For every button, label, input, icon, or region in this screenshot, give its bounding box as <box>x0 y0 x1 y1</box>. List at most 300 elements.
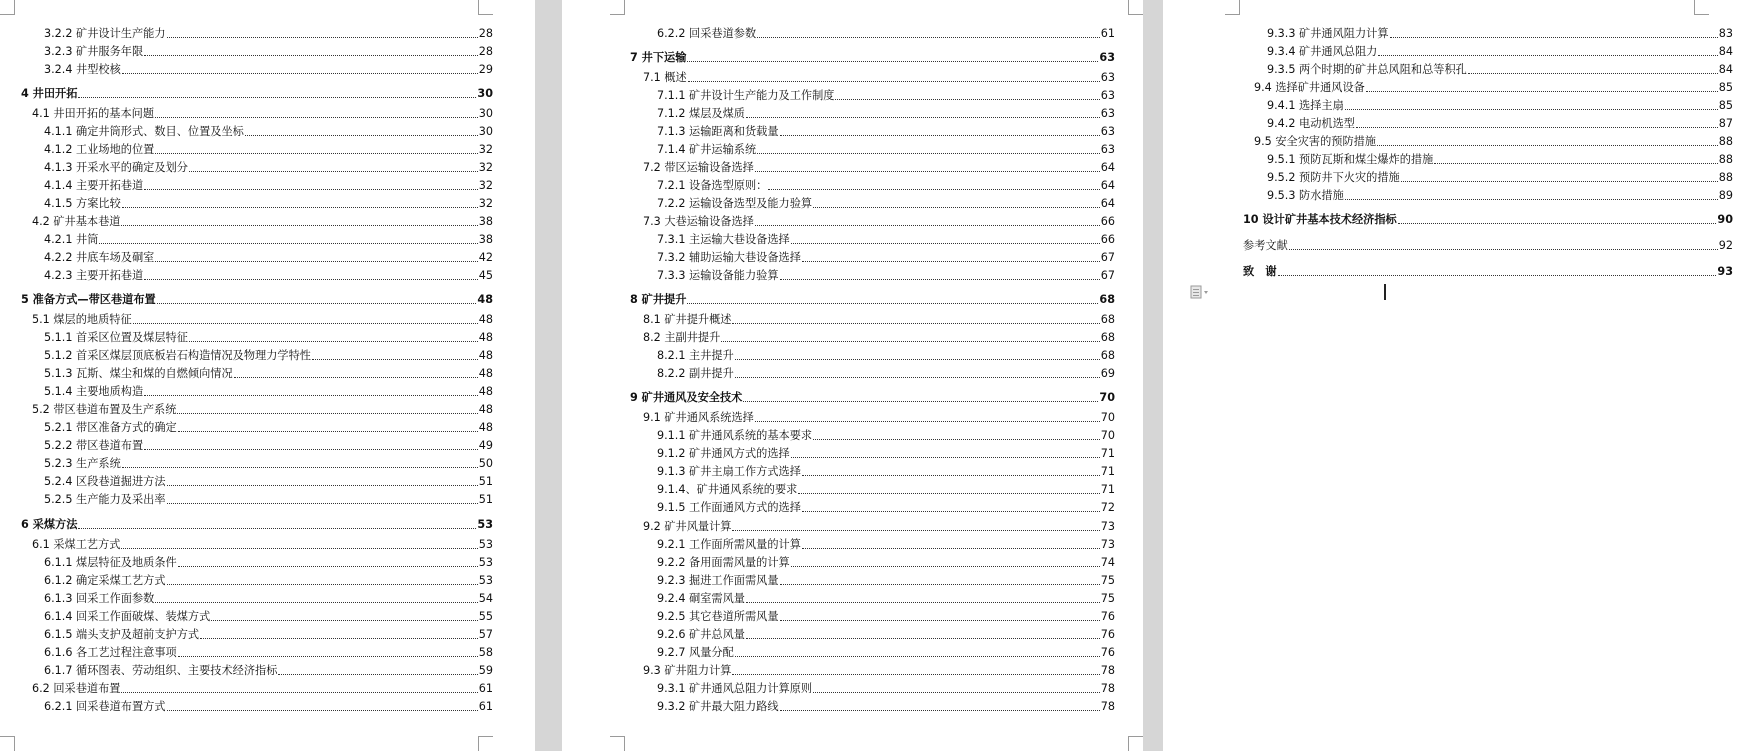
toc-entry[interactable] <box>44 348 493 364</box>
toc-page-number: 53 <box>478 574 493 587</box>
toc-entry[interactable] <box>44 573 493 589</box>
toc-dot-leader <box>1278 275 1717 276</box>
toc-entry-title: 6.2 回采巷道布置 <box>32 682 121 695</box>
toc-entry-title: 7 井下运输 <box>630 51 687 64</box>
toc-entry[interactable] <box>44 591 493 607</box>
toc-entry-title: 4 井田开拓 <box>21 87 78 100</box>
toc-page-number: 67 <box>1100 251 1115 264</box>
toc-page-number: 57 <box>478 628 493 641</box>
toc-page-number: 68 <box>1100 349 1115 362</box>
toc-page-number: 78 <box>1100 682 1115 695</box>
toc-page-number: 66 <box>1100 233 1115 246</box>
toc-dot-leader <box>780 710 1100 711</box>
toc-page-number: 75 <box>1100 574 1115 587</box>
toc-page-number: 59 <box>478 664 493 677</box>
toc-dot-leader <box>144 55 478 56</box>
toc-page-number: 85 <box>1718 99 1733 112</box>
toc-page-number: 76 <box>1100 646 1115 659</box>
toc-dot-leader <box>167 37 478 38</box>
toc-entry[interactable] <box>44 160 493 176</box>
toc-page-number: 66 <box>1100 215 1115 228</box>
toc-page-number: 63 <box>1100 71 1115 84</box>
toc-dot-leader <box>1377 145 1718 146</box>
toc-entry[interactable] <box>1267 62 1733 78</box>
toc-page-number: 63 <box>1100 143 1115 156</box>
toc-dot-leader <box>755 225 1100 226</box>
toc-entry[interactable] <box>657 250 1115 266</box>
toc-entry-title: 9.2.7 风量分配 <box>657 646 734 659</box>
toc-entry[interactable] <box>1267 152 1733 168</box>
toc-dot-leader <box>144 189 478 190</box>
toc-page-number: 68 <box>1100 331 1115 344</box>
page-corner-mark <box>0 736 15 751</box>
toc-page-number: 48 <box>478 421 493 434</box>
toc-entry[interactable] <box>1267 98 1733 114</box>
toc-dot-leader <box>802 475 1100 476</box>
toc-entry-title: 8.1 矿井提升概述 <box>643 313 732 326</box>
toc-entry[interactable] <box>44 44 493 60</box>
toc-entry[interactable] <box>44 645 493 661</box>
toc-dot-leader <box>155 261 477 262</box>
toc-entry-title: 9.2.5 其它巷道所需风量 <box>657 610 779 623</box>
toc-page-number: 88 <box>1718 153 1733 166</box>
toc-page-number: 42 <box>478 251 493 264</box>
toc-page-number: 53 <box>477 518 493 531</box>
toc-entry[interactable] <box>32 312 493 328</box>
toc-entry-title: 9.1 矿井通风系统选择 <box>643 411 754 424</box>
toc-entry[interactable] <box>657 268 1115 284</box>
toc-dot-leader <box>1356 127 1718 128</box>
page-corner-mark <box>1128 736 1143 751</box>
toc-entry[interactable] <box>643 160 1115 176</box>
toc-dot-leader <box>802 548 1100 549</box>
toc-entry[interactable] <box>657 645 1115 661</box>
toc-page-number: 54 <box>478 592 493 605</box>
toc-page-number: 61 <box>478 682 493 695</box>
toc-entry-title: 5.2 带区巷道布置及生产系统 <box>32 403 177 416</box>
toc-page-number: 61 <box>478 700 493 713</box>
toc-page-number: 63 <box>1100 107 1115 120</box>
toc-entry[interactable] <box>643 70 1115 86</box>
toc-dot-leader <box>78 528 476 529</box>
toc-page-number: 78 <box>1100 664 1115 677</box>
toc-page-number: 70 <box>1100 429 1115 442</box>
toc-page-number: 32 <box>478 197 493 210</box>
toc-dot-leader <box>200 638 478 639</box>
toc-entry-title: 5.2.3 生产系统 <box>44 457 121 470</box>
toc-entry-title: 6.1.5 端头支护及超前支护方式 <box>44 628 200 641</box>
toc-entry[interactable] <box>44 555 493 571</box>
toc-dot-leader <box>798 493 1099 494</box>
toc-entry[interactable] <box>657 573 1115 589</box>
toc-entry[interactable] <box>44 699 493 715</box>
toc-entry[interactable] <box>44 62 493 78</box>
toc-chapter-entry[interactable] <box>1243 264 1733 280</box>
toc-entry[interactable] <box>44 196 493 212</box>
toc-dot-leader <box>1366 91 1718 92</box>
toc-entry-title: 7.2.1 设备选型原则： <box>657 179 768 192</box>
toc-dot-leader <box>1390 37 1718 38</box>
toc-entry-title: 9.5 安全灾害的预防措施 <box>1254 135 1377 148</box>
toc-entry[interactable] <box>657 591 1115 607</box>
toc-dot-leader <box>780 135 1100 136</box>
toc-dot-leader <box>835 99 1099 100</box>
toc-entry-title: 9 矿井通风及安全技术 <box>630 391 743 404</box>
toc-entry-title: 10 设计矿井基本技术经济指标 <box>1243 213 1397 226</box>
toc-dot-leader <box>121 548 477 549</box>
toc-entry-title: 9.5.2 预防井下火灾的措施 <box>1267 171 1400 184</box>
toc-entry-title: 8.2 主副井提升 <box>643 331 721 344</box>
toc-chapter-entry[interactable] <box>630 390 1115 406</box>
toc-dot-leader <box>211 620 477 621</box>
toc-page-number: 48 <box>478 403 493 416</box>
toc-page-number: 71 <box>1100 447 1115 460</box>
toc-dot-leader <box>813 439 1100 440</box>
toc-page-number: 87 <box>1718 117 1733 130</box>
toc-page-number: 83 <box>1718 27 1733 40</box>
page-corner-mark <box>610 0 625 15</box>
toc-entry-title: 7.3.2 辅助运输大巷设备选择 <box>657 251 801 264</box>
toc-entry[interactable] <box>32 106 493 122</box>
toc-page-number: 92 <box>1718 239 1733 252</box>
toc-entry-title: 9.2.2 备用面需风量的计算 <box>657 556 790 569</box>
toc-page-number: 71 <box>1100 483 1115 496</box>
toc-entry-title: 5.1 煤层的地质特征 <box>32 313 132 326</box>
toc-entry-title: 3.2.2 矿井设计生产能力 <box>44 27 166 40</box>
toc-entry[interactable] <box>44 268 493 284</box>
toc-entry[interactable] <box>44 250 493 266</box>
toc-entry-title: 7.1 概述 <box>643 71 687 84</box>
toc-entry[interactable] <box>44 609 493 625</box>
toc-page-number: 64 <box>1100 179 1115 192</box>
toc-entry-title: 4.2.3 主要开拓巷道 <box>44 269 144 282</box>
toc-dot-leader <box>813 207 1100 208</box>
toc-entry-title: 9.3.3 矿井通风阻力计算 <box>1267 27 1389 40</box>
toc-entry-title: 9.4.1 选择主扇 <box>1267 99 1344 112</box>
toc-dot-leader <box>791 566 1100 567</box>
toc-entry-title: 6.1.4 回采工作面破煤、装煤方式 <box>44 610 211 623</box>
toc-entry[interactable] <box>657 482 1115 498</box>
toc-page-number: 48 <box>478 367 493 380</box>
toc-dot-leader <box>687 61 1098 62</box>
toc-entry[interactable] <box>44 420 493 436</box>
toc-dot-leader <box>743 401 1098 402</box>
toc-dot-leader <box>768 189 1099 190</box>
toc-dot-leader <box>1468 73 1718 74</box>
toc-page-number: 51 <box>478 475 493 488</box>
toc-dot-leader <box>757 153 1100 154</box>
toc-dot-leader <box>721 341 1099 342</box>
toc-page-number: 45 <box>478 269 493 282</box>
toc-dot-leader <box>155 602 477 603</box>
toc-dot-leader <box>757 37 1100 38</box>
toc-entry[interactable] <box>657 464 1115 480</box>
toc-dot-leader <box>1434 163 1717 164</box>
toc-dot-leader <box>189 171 478 172</box>
toc-dot-leader <box>735 377 1100 378</box>
toc-page-number: 32 <box>478 161 493 174</box>
toc-entry[interactable] <box>32 537 493 553</box>
toc-entry-title: 4.2 矿井基本巷道 <box>32 215 121 228</box>
toc-entry[interactable] <box>657 196 1115 212</box>
toc-entry-title: 4.2.1 井筒 <box>44 233 99 246</box>
toc-entry[interactable] <box>1267 170 1733 186</box>
page-corner-mark <box>610 736 625 751</box>
toc-chapter-entry[interactable] <box>21 292 493 308</box>
toc-page-number: 48 <box>478 385 493 398</box>
toc-entry[interactable] <box>44 26 493 42</box>
toc-page-number: 64 <box>1100 161 1115 174</box>
toc-entry[interactable] <box>1267 116 1733 132</box>
toc-entry-title: 9.3.2 矿井最大阻力路线 <box>657 700 779 713</box>
toc-entry[interactable] <box>657 537 1115 553</box>
toc-dot-leader <box>687 303 1098 304</box>
toc-dot-leader <box>732 323 1099 324</box>
toc-entry[interactable] <box>643 312 1115 328</box>
toc-entry[interactable] <box>657 428 1115 444</box>
toc-entry[interactable] <box>44 474 493 490</box>
toc-entry-title: 9.3.4 矿井通风总阻力 <box>1267 45 1378 58</box>
toc-entry-title: 9.1.3 矿井主扇工作方式选择 <box>657 465 801 478</box>
toc-page-number: 38 <box>478 233 493 246</box>
toc-page-number: 84 <box>1718 45 1733 58</box>
toc-entry[interactable] <box>657 609 1115 625</box>
toc-page-number: 30 <box>478 125 493 138</box>
toc-page-number: 63 <box>1100 89 1115 102</box>
toc-page-number: 88 <box>1718 171 1733 184</box>
toc-dot-leader <box>122 73 478 74</box>
toc-page-number: 30 <box>478 107 493 120</box>
toc-dot-leader <box>234 377 478 378</box>
page-corner-mark <box>1225 0 1240 15</box>
toc-entry[interactable] <box>657 500 1115 516</box>
toc-dot-leader <box>1345 199 1718 200</box>
toc-entry[interactable] <box>1254 80 1733 96</box>
page-corner-mark <box>1128 0 1143 15</box>
toc-entry[interactable] <box>657 232 1115 248</box>
toc-entry[interactable] <box>44 142 493 158</box>
toc-entry[interactable] <box>657 555 1115 571</box>
toc-page-number: 64 <box>1100 197 1115 210</box>
toc-dot-leader <box>1289 249 1718 250</box>
toc-entry-title: 7.3.1 主运输大巷设备选择 <box>657 233 790 246</box>
toc-dot-leader <box>312 359 478 360</box>
toc-page-number: 67 <box>1100 269 1115 282</box>
toc-entry-title: 9.5.3 防水措施 <box>1267 189 1344 202</box>
toc-page-number: 53 <box>478 556 493 569</box>
toc-chapter-entry[interactable] <box>630 292 1115 308</box>
toc-dot-leader <box>167 584 478 585</box>
toc-dot-leader <box>78 97 476 98</box>
toc-entry-title: 4.1.1 确定井筒形式、数目、位置及坐标 <box>44 125 244 138</box>
toc-entry-title: 5.1.4 主要地质构造 <box>44 385 144 398</box>
toc-entry-title: 7.1.4 矿井运输系统 <box>657 143 757 156</box>
toc-entry-title: 3.2.3 矿井服务年限 <box>44 45 144 58</box>
toc-entry[interactable] <box>657 106 1115 122</box>
toc-page-number: 68 <box>1099 293 1115 306</box>
toc-entry-title: 9.5.1 预防瓦斯和煤尘爆炸的措施 <box>1267 153 1434 166</box>
toc-dot-leader <box>791 243 1100 244</box>
toc-entry[interactable] <box>44 384 493 400</box>
toc-entry-title: 7.2.2 运输设备选型及能力验算 <box>657 197 813 210</box>
toc-dot-leader <box>755 421 1100 422</box>
toc-entry-title: 6.1.1 煤层特征及地质条件 <box>44 556 177 569</box>
toc-entry[interactable] <box>657 178 1115 194</box>
toc-entry[interactable] <box>643 663 1115 679</box>
toc-entry-title: 9.2.1 工作面所需风量的计算 <box>657 538 801 551</box>
toc-entry[interactable] <box>44 232 493 248</box>
toc-entry[interactable] <box>44 663 493 679</box>
toc-entry-title: 9.1.4、矿井通风系统的要求 <box>657 483 798 496</box>
toc-chapter-entry[interactable] <box>1243 212 1733 228</box>
toc-entry-title: 6.1.2 确定采煤工艺方式 <box>44 574 166 587</box>
toc-entry-title: 5.2.4 区段巷道掘进方法 <box>44 475 166 488</box>
toc-entry-title: 3.2.4 井型校核 <box>44 63 121 76</box>
document-page-right <box>1163 0 1737 751</box>
toc-page-number: 93 <box>1717 265 1733 278</box>
toc-page-number: 72 <box>1100 501 1115 514</box>
toc-page-number: 74 <box>1100 556 1115 569</box>
toc-entry[interactable] <box>657 446 1115 462</box>
toc-dot-leader <box>245 135 478 136</box>
toc-entry-title: 参考文献 <box>1243 239 1288 252</box>
toc-entry-title: 5.2.5 生产能力及采出率 <box>44 493 166 506</box>
toc-dot-leader <box>122 207 478 208</box>
toc-entry[interactable] <box>44 627 493 643</box>
toc-entry-title: 9.3.1 矿井通风总阻力计算原则 <box>657 682 813 695</box>
toc-entry-title: 9.4 选择矿井通风设备 <box>1254 81 1365 94</box>
toc-dot-leader <box>1345 109 1718 110</box>
paste-options-icon[interactable] <box>1190 284 1212 298</box>
toc-chapter-entry[interactable] <box>630 50 1115 66</box>
toc-entry[interactable] <box>657 699 1115 715</box>
toc-entry[interactable] <box>32 681 493 697</box>
toc-page-number: 28 <box>478 27 493 40</box>
toc-page-number: 49 <box>478 439 493 452</box>
toc-page-number: 69 <box>1100 367 1115 380</box>
toc-entry[interactable] <box>1267 26 1733 42</box>
toc-dot-leader <box>688 81 1100 82</box>
toc-dot-leader <box>178 656 478 657</box>
document-page-middle <box>562 0 1143 751</box>
toc-dot-leader <box>121 225 477 226</box>
toc-dot-leader <box>735 656 1100 657</box>
toc-page-number: 48 <box>478 349 493 362</box>
toc-entry-title: 9.1.2 矿井通风方式的选择 <box>657 447 790 460</box>
toc-page-number: 84 <box>1718 63 1733 76</box>
toc-entry-title: 4.1.2 工业场地的位置 <box>44 143 155 156</box>
toc-entry-title: 7.1.1 矿井设计生产能力及工作制度 <box>657 89 835 102</box>
toc-page-number: 55 <box>478 610 493 623</box>
toc-entry[interactable] <box>1267 188 1733 204</box>
toc-page-number: 89 <box>1718 189 1733 202</box>
toc-chapter-entry[interactable] <box>21 517 493 533</box>
toc-page-number: 73 <box>1100 538 1115 551</box>
toc-entry[interactable] <box>643 330 1115 346</box>
toc-chapter-entry[interactable] <box>1243 238 1733 254</box>
toc-page-number: 28 <box>478 45 493 58</box>
toc-page-number: 48 <box>477 293 493 306</box>
toc-entry[interactable] <box>1267 44 1733 60</box>
toc-page-number: 78 <box>1100 700 1115 713</box>
toc-entry-title: 5.1.1 首采区位置及煤层特征 <box>44 331 188 344</box>
toc-entry-title: 5.1.2 首采区煤层顶底板岩石构造情况及物理力学特性 <box>44 349 311 362</box>
toc-page-number: 71 <box>1100 465 1115 478</box>
toc-page-number: 88 <box>1718 135 1733 148</box>
toc-entry-title: 6.1.3 回采工作面参数 <box>44 592 155 605</box>
toc-dot-leader <box>813 692 1100 693</box>
toc-entry[interactable] <box>657 348 1115 364</box>
toc-entry[interactable] <box>657 627 1115 643</box>
toc-dot-leader <box>178 566 478 567</box>
toc-entry-title: 7.3.3 运输设备能力验算 <box>657 269 779 282</box>
toc-dot-leader <box>178 431 478 432</box>
toc-entry[interactable] <box>643 519 1115 535</box>
toc-entry-title: 4.1.4 主要开拓巷道 <box>44 179 144 192</box>
toc-dot-leader <box>144 395 478 396</box>
toc-entry[interactable] <box>657 366 1115 382</box>
toc-entry-title: 5.1.3 瓦斯、煤尘和煤的自燃倾向情况 <box>44 367 233 380</box>
toc-entry-title: 5.2.2 带区巷道布置 <box>44 439 144 452</box>
toc-entry[interactable] <box>657 142 1115 158</box>
toc-entry[interactable] <box>44 456 493 472</box>
toc-entry[interactable] <box>44 438 493 454</box>
toc-entry[interactable] <box>1254 134 1733 150</box>
toc-page-number: 70 <box>1100 411 1115 424</box>
toc-dot-leader <box>177 413 477 414</box>
toc-page-number: 53 <box>478 538 493 551</box>
toc-entry[interactable] <box>32 402 493 418</box>
toc-entry[interactable] <box>44 366 493 382</box>
toc-entry[interactable] <box>657 26 1115 42</box>
toc-entry-title: 9.3 矿井阻力计算 <box>643 664 732 677</box>
toc-entry-title: 6.2.2 回采巷道参数 <box>657 27 757 40</box>
toc-entry[interactable] <box>32 214 493 230</box>
toc-entry-title: 5 准备方式—带区巷道布置 <box>21 293 156 306</box>
toc-dot-leader <box>780 279 1100 280</box>
toc-page-number: 76 <box>1100 628 1115 641</box>
toc-entry-title: 8 矿井提升 <box>630 293 687 306</box>
toc-entry-title: 8.2.1 主井提升 <box>657 349 734 362</box>
page-corner-mark <box>478 736 493 751</box>
toc-dot-leader <box>732 530 1099 531</box>
toc-dot-leader <box>133 323 478 324</box>
toc-entry-title: 4.1 井田开拓的基本问题 <box>32 107 155 120</box>
toc-entry[interactable] <box>44 492 493 508</box>
toc-entry[interactable] <box>657 681 1115 697</box>
page-corner-mark <box>478 0 493 15</box>
toc-dot-leader <box>791 457 1100 458</box>
toc-entry-title: 9.1.5 工作面通风方式的选择 <box>657 501 801 514</box>
toc-entry[interactable] <box>44 124 493 140</box>
toc-page-number: 73 <box>1100 520 1115 533</box>
toc-entry[interactable] <box>657 124 1115 140</box>
toc-dot-leader <box>735 359 1100 360</box>
toc-entry[interactable] <box>643 214 1115 230</box>
toc-entry[interactable] <box>657 88 1115 104</box>
toc-entry-title: 致 谢 <box>1243 265 1277 278</box>
toc-entry-title: 9.2.4 硐室需风量 <box>657 592 745 605</box>
toc-entry[interactable] <box>44 178 493 194</box>
page-corner-mark <box>0 0 15 15</box>
toc-dot-leader <box>155 117 478 118</box>
toc-dot-leader <box>746 602 1100 603</box>
toc-entry[interactable] <box>44 330 493 346</box>
toc-chapter-entry[interactable] <box>21 86 493 102</box>
toc-page-number: 32 <box>478 143 493 156</box>
toc-entry-title: 4.1.5 方案比较 <box>44 197 121 210</box>
toc-entry[interactable] <box>643 410 1115 426</box>
